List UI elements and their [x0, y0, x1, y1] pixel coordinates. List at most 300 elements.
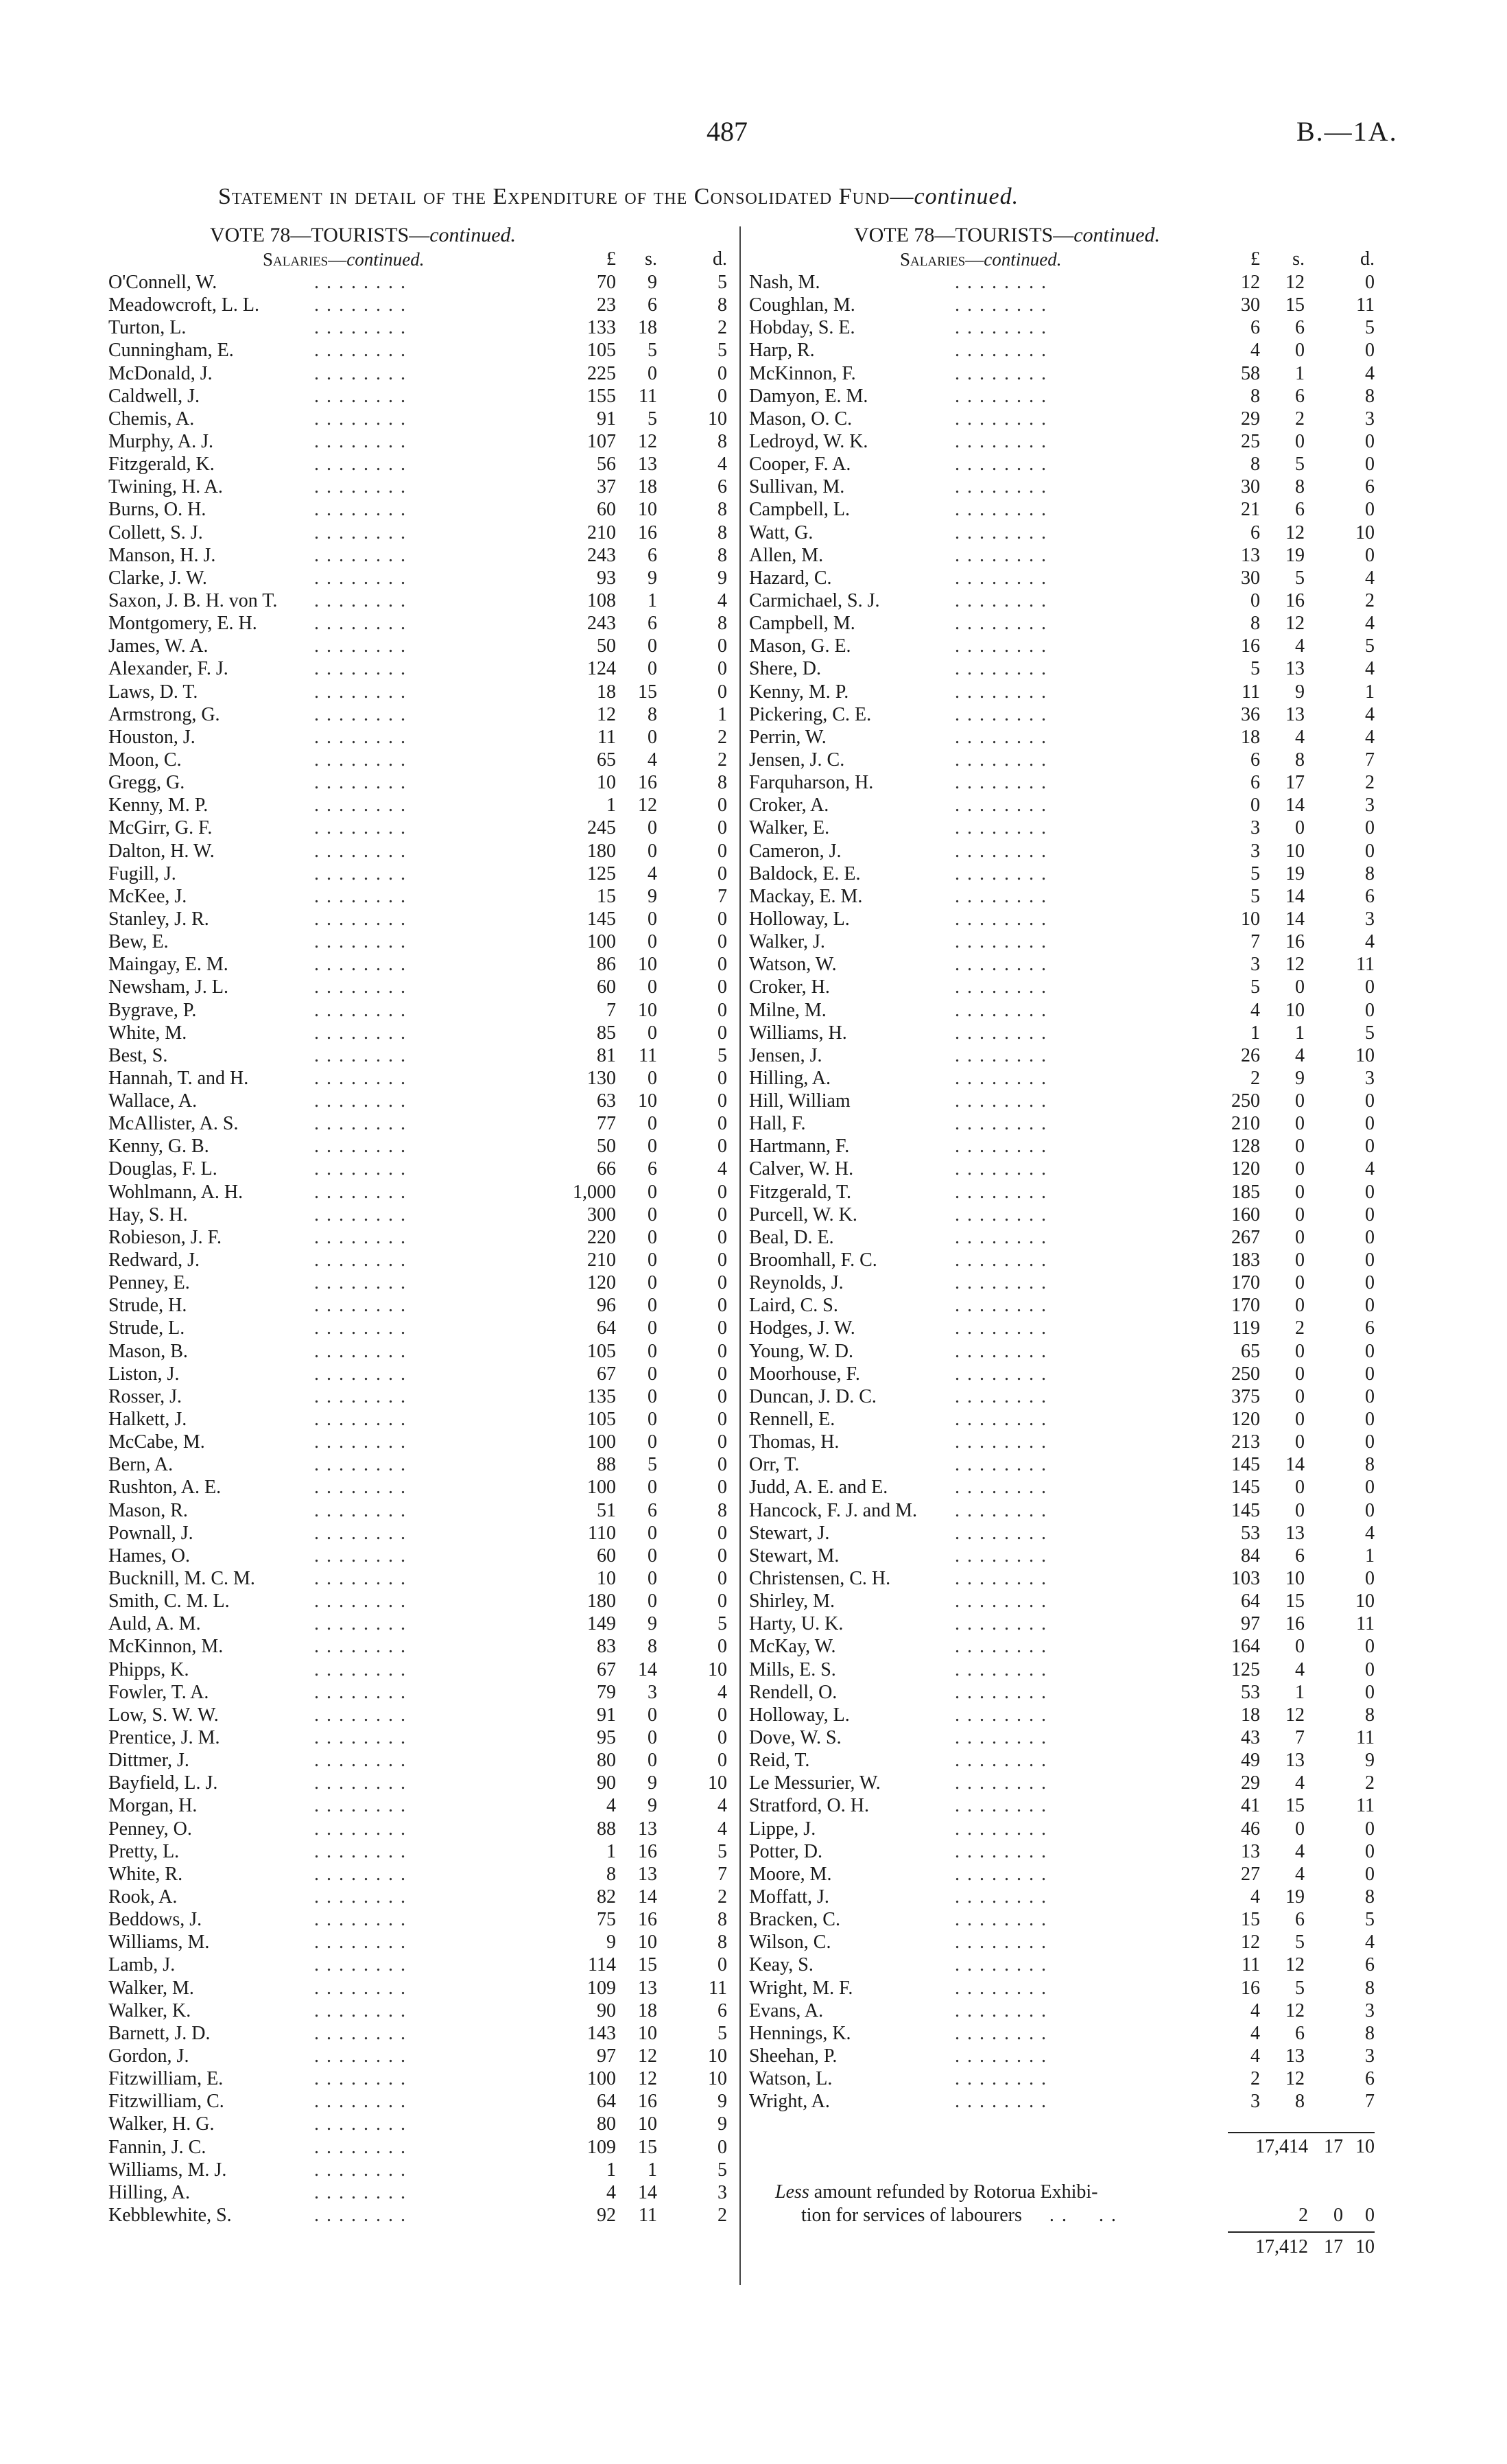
payee-name: Barnett, J. D.: [108, 2022, 211, 2044]
amount-pounds: 90: [597, 1999, 616, 2021]
pounds-header: £: [1250, 248, 1260, 270]
leader-dots: . . . . . . . .: [314, 2068, 407, 2090]
payee-name: Williams, M.: [108, 1932, 210, 1953]
table-row: [749, 1431, 1375, 1453]
payee-name: Watson, W.: [749, 954, 837, 976]
amount-pence: 3: [1365, 908, 1375, 930]
payee-name: Wallace, A.: [108, 1090, 198, 1112]
leader-dots: . . . . . . . .: [314, 2204, 407, 2226]
leader-dots: . . . . . . . .: [955, 476, 1047, 498]
amount-pence: 0: [1365, 1636, 1375, 1658]
salaries-continued: continued.: [346, 249, 425, 270]
table-row: [108, 1294, 727, 1317]
amount-pence: 0: [1365, 1431, 1375, 1453]
leader-dots: . . . . . . . .: [955, 1681, 1047, 1703]
amount-pounds: 245: [587, 817, 616, 839]
salaries-continued: continued.: [984, 249, 1062, 270]
leader-dots: . . . . . . . .: [955, 2022, 1047, 2044]
payee-name: White, R.: [108, 1863, 183, 1885]
amount-shillings: 9: [648, 1795, 657, 1817]
amount-pence: 3: [1365, 1999, 1375, 2021]
amount-pounds: 5: [1250, 885, 1260, 907]
amount-pence: 6: [1365, 476, 1375, 498]
payee-name: Cunningham, E.: [108, 340, 234, 362]
table-row: [749, 863, 1375, 885]
amount-pence: 0: [1365, 999, 1375, 1021]
amount-pence: 0: [1365, 1249, 1375, 1271]
leader-dots: . . . . . . . .: [955, 385, 1047, 407]
table-row: [108, 1590, 727, 1612]
amount-shillings: 8: [1295, 749, 1305, 771]
amount-pounds: 23: [597, 294, 616, 316]
amount-pounds: 64: [1241, 1591, 1260, 1612]
leader-dots: . . . . . . . .: [314, 1977, 407, 1999]
payee-name: Rendell, O.: [749, 1681, 838, 1703]
amount-pence: 8: [1365, 1886, 1375, 1908]
amount-pence: 1: [1365, 681, 1375, 703]
payee-name: Fugill, J.: [108, 863, 176, 884]
amount-pence: 0: [717, 999, 727, 1021]
payee-name: Fannin, J. C.: [108, 2136, 206, 2158]
amount-pence: 7: [1365, 749, 1375, 771]
table-row: [108, 1999, 727, 2022]
amount-pence: 0: [717, 1591, 727, 1612]
amount-pounds: 60: [597, 1545, 616, 1567]
amount-shillings: 6: [648, 544, 657, 566]
amount-pounds: 77: [597, 1113, 616, 1135]
leader-dots: . . . . . . . .: [955, 863, 1047, 884]
table-row: [108, 589, 727, 612]
amount-pence: 11: [1356, 954, 1375, 976]
amount-pence: 0: [1365, 499, 1375, 521]
amount-pounds: 100: [587, 1431, 616, 1453]
leader-dots: . . . . . . . .: [955, 1750, 1047, 1772]
vote-continued: continued.: [1073, 224, 1161, 246]
amount-shillings: 0: [1295, 1477, 1305, 1499]
leader-dots: . . . . . . . .: [314, 521, 407, 543]
payee-name: Croker, H.: [749, 976, 830, 998]
pence-header: d.: [1360, 248, 1375, 270]
amount-pence: 2: [717, 1886, 727, 1908]
amount-pounds: 43: [1241, 1727, 1260, 1748]
amount-pence: 8: [717, 613, 727, 635]
payee-name: Murphy, A. J.: [108, 430, 213, 452]
leader-dots: . . . . . . . .: [955, 817, 1047, 839]
leader-dots: . . . . . . . .: [955, 1226, 1047, 1248]
table-row: [108, 1794, 727, 1817]
table-row: [108, 953, 727, 976]
amount-shillings: 14: [1285, 1454, 1305, 1476]
payee-name: Hay, S. H.: [108, 1204, 188, 1225]
vote-title: VOTE 78—TOURISTS—: [853, 224, 1074, 246]
amount-shillings: 4: [648, 863, 657, 884]
amount-pence: 4: [1365, 726, 1375, 748]
amount-pence: 0: [1365, 1204, 1375, 1225]
amount-pence: 8: [717, 294, 727, 316]
amount-pence: 0: [717, 795, 727, 817]
leader-dots: . . . . . . . .: [314, 1772, 407, 1794]
refund-line-2: [775, 2204, 1214, 2227]
payee-name: Prentice, J. M.: [108, 1727, 220, 1748]
amount-shillings: 4: [1295, 635, 1305, 657]
payee-name: Hobday, S. E.: [749, 317, 855, 339]
payee-name: Kebblewhite, S.: [108, 2204, 232, 2226]
leader-dots: . . . . . . . .: [955, 1658, 1047, 1680]
table-row: [108, 681, 727, 703]
amount-shillings: 6: [648, 1158, 657, 1180]
amount-pounds: 29: [1241, 1772, 1260, 1794]
leader-dots: . . . . . . . .: [955, 2091, 1047, 2113]
table-row: [749, 1226, 1375, 1249]
leader-dots: . . . . . . . .: [314, 2136, 407, 2158]
amount-shillings: 16: [638, 772, 657, 794]
amount-pence: 4: [1365, 931, 1375, 953]
amount-pence: 5: [717, 1044, 727, 1066]
payee-name: Le Messurier, W.: [749, 1772, 881, 1794]
amount-shillings: 9: [648, 1772, 657, 1794]
amount-pounds: 4: [1250, 1886, 1260, 1908]
payee-name: Wright, M. F.: [749, 1977, 853, 1999]
amount-pence: 0: [1365, 1818, 1375, 1840]
amount-pounds: 97: [597, 2045, 616, 2067]
table-row: [749, 544, 1375, 567]
leader-dots: . . . . . . . .: [955, 340, 1047, 362]
amount-pounds: 13: [1241, 544, 1260, 566]
leader-dots: . . . . . . . .: [955, 1840, 1047, 1862]
amount-pounds: 63: [597, 1090, 616, 1112]
amount-pence: 5: [717, 2022, 727, 2044]
amount-pounds: 4: [1250, 2022, 1260, 2044]
right-table: [749, 271, 1375, 2113]
table-row: [108, 271, 727, 294]
leader-dots: . . . . . . . .: [314, 1067, 407, 1089]
page-reference: B.—1A.: [1296, 116, 1398, 147]
table-row: [108, 885, 727, 908]
amount-shillings: 10: [638, 1932, 657, 1953]
table-row: [749, 1294, 1375, 1317]
payee-name: Fitzgerald, T.: [749, 1181, 852, 1203]
amount-shillings: 5: [648, 1454, 657, 1476]
amount-shillings: 13: [638, 1863, 657, 1885]
amount-pence: 0: [717, 1636, 727, 1658]
table-row: [749, 2067, 1375, 2090]
payee-name: Fitzwilliam, C.: [108, 2091, 224, 2113]
leader-dots: . . . . . . . .: [314, 703, 407, 725]
payee-name: Milne, M.: [749, 999, 827, 1021]
amount-shillings: 0: [648, 908, 657, 930]
amount-shillings: 12: [638, 430, 657, 452]
amount-pounds: 133: [587, 317, 616, 339]
payee-name: Saxon, J. B. H. von T.: [108, 589, 278, 611]
leader-dots: . . . . . . . .: [314, 1909, 407, 1931]
amount-pounds: 16: [1241, 1977, 1260, 1999]
amount-shillings: 11: [639, 385, 657, 407]
leader-dots: . . . . . . . .: [955, 1067, 1047, 1089]
amount-shillings: 6: [1295, 385, 1305, 407]
table-row: [749, 794, 1375, 817]
amount-pence: 0: [1365, 1658, 1375, 1680]
table-row: [749, 1363, 1375, 1385]
right-column: [749, 223, 1375, 2113]
amount-shillings: 0: [1295, 1090, 1305, 1112]
amount-pence: 0: [717, 840, 727, 862]
payee-name: Baldock, E. E.: [749, 863, 861, 884]
amount-shillings: 6: [1295, 1909, 1305, 1931]
table-row: [108, 430, 727, 453]
leader-dots: . . . . . . . .: [314, 954, 407, 976]
amount-pence: 0: [717, 1317, 727, 1339]
amount-pence: 0: [717, 931, 727, 953]
leader-dots: . . . . . . . .: [955, 1136, 1047, 1158]
leader-dots: . . . . . . . .: [314, 931, 407, 953]
leader-dots: . . . . . . . .: [314, 385, 407, 407]
payee-name: Watson, L.: [749, 2068, 833, 2090]
amount-shillings: 0: [648, 1317, 657, 1339]
salaries-label: Salaries—: [263, 249, 347, 270]
amount-shillings: 12: [638, 2068, 657, 2090]
amount-shillings: 0: [648, 1249, 657, 1271]
amount-shillings: 0: [1295, 976, 1305, 998]
leader-dots: . . . . . . . .: [955, 1181, 1047, 1203]
amount-pence: 0: [717, 1568, 727, 1590]
amount-pence: 0: [1365, 1295, 1375, 1317]
leader-dots: . . . . . . . .: [314, 863, 407, 884]
table-row: [749, 1317, 1375, 1339]
amount-pence: 9: [717, 567, 727, 589]
amount-shillings: 0: [1295, 1113, 1305, 1135]
table-row: [108, 657, 727, 680]
amount-pounds: 105: [587, 1409, 616, 1431]
table-row: [749, 453, 1375, 476]
amount-pounds: 4: [606, 2181, 616, 2203]
amount-shillings: 5: [1295, 454, 1305, 476]
payee-name: Farquharson, H.: [749, 772, 874, 794]
table-row: [108, 362, 727, 385]
amount-pounds: 29: [1241, 408, 1260, 430]
payee-name: Bygrave, P.: [108, 999, 197, 1021]
amount-pounds: 92: [597, 2204, 616, 2226]
amount-shillings: 0: [648, 976, 657, 998]
amount-pounds: 114: [588, 1954, 616, 1976]
amount-pounds: 49: [1241, 1750, 1260, 1772]
table-row: [749, 2022, 1375, 2045]
amount-pounds: 4: [1250, 999, 1260, 1021]
amount-pounds: 6: [1250, 772, 1260, 794]
amount-pounds: 170: [1231, 1295, 1260, 1317]
amount-pence: 0: [717, 1181, 727, 1203]
payee-name: Kenny, M. P.: [108, 795, 209, 817]
payee-name: Chemis, A.: [108, 408, 195, 430]
payee-name: Moore, M.: [749, 1863, 832, 1885]
payee-name: Hodges, J. W.: [749, 1317, 855, 1339]
payee-name: Harp, R.: [749, 340, 815, 362]
payee-name: Strude, H.: [108, 1295, 187, 1317]
vote-heading: [749, 223, 1375, 248]
column-divider: [739, 226, 741, 2285]
amount-pence: 4: [1365, 1522, 1375, 1544]
amount-pounds: 213: [1231, 1431, 1260, 1453]
table-row: [749, 908, 1375, 930]
amount-pence: 10: [1355, 1044, 1375, 1066]
leader-dots: . . . . . . . .: [955, 1818, 1047, 1840]
payee-name: Williams, M. J.: [108, 2159, 227, 2181]
amount-shillings: 0: [648, 635, 657, 657]
subtotal-shillings: 17: [1324, 2136, 1343, 2157]
leader-dots: . . . . . . . .: [955, 931, 1047, 953]
table-row: [749, 817, 1375, 839]
table-row: [749, 1977, 1375, 1999]
amount-shillings: 10: [1285, 1568, 1305, 1590]
leader-dots: . . . . . . . .: [955, 795, 1047, 817]
table-row: [108, 453, 727, 476]
amount-pence: 0: [717, 1409, 727, 1431]
table-row: [749, 771, 1375, 794]
amount-pence: 0: [717, 1340, 727, 1362]
amount-pence: 8: [1365, 2022, 1375, 2044]
amount-shillings: 14: [638, 1658, 657, 1680]
amount-pounds: 130: [587, 1067, 616, 1089]
amount-pounds: 51: [597, 1499, 616, 1521]
table-row: [749, 657, 1375, 680]
table-row: [108, 1818, 727, 1840]
amount-pence: 8: [1365, 1977, 1375, 1999]
amount-pence: 0: [717, 863, 727, 884]
payee-name: Nash, M.: [749, 272, 820, 293]
amount-pounds: 27: [1241, 1863, 1260, 1885]
payee-name: Armstrong, G.: [108, 703, 220, 725]
shillings-header: s.: [1292, 248, 1305, 270]
payee-name: Bern, A.: [108, 1454, 174, 1476]
amount-shillings: 0: [1295, 1409, 1305, 1431]
subtotal-pence: 10: [1355, 2136, 1375, 2157]
amount-pence: 6: [1365, 885, 1375, 907]
payee-name: Newsham, J. L.: [108, 976, 228, 998]
amount-pence: 11: [1356, 1613, 1375, 1635]
payee-name: Dalton, H. W.: [108, 840, 215, 862]
table-row: [108, 476, 727, 498]
amount-pence: 4: [1365, 1932, 1375, 1953]
payee-name: Mason, G. E.: [749, 635, 851, 657]
leader-dots: . . . . . . . .: [955, 1591, 1047, 1612]
amount-pounds: 11: [597, 726, 616, 748]
payee-name: Turton, L.: [108, 317, 187, 339]
amount-pence: 0: [1365, 1863, 1375, 1885]
amount-shillings: 12: [1285, 2068, 1305, 2090]
payee-name: Rosser, J.: [108, 1385, 182, 1407]
payee-name: McGirr, G. F.: [108, 817, 213, 839]
leader-dots: . . . . . . . .: [314, 1750, 407, 1772]
amount-pence: 5: [717, 1613, 727, 1635]
table-row: [108, 1772, 727, 1794]
amount-shillings: 4: [1295, 1840, 1305, 1862]
amount-pence: 8: [1365, 385, 1375, 407]
leader-dots: . . . . . . . .: [314, 976, 407, 998]
amount-shillings: 0: [1295, 1226, 1305, 1248]
amount-pence: 3: [1365, 795, 1375, 817]
table-row: [108, 2045, 727, 2067]
payee-name: Collett, S. J.: [108, 521, 203, 543]
amount-shillings: 14: [1285, 795, 1305, 817]
amount-shillings: 12: [1285, 1704, 1305, 1726]
amount-shillings: 0: [648, 1409, 657, 1431]
amount-pence: 4: [717, 1818, 727, 1840]
payee-name: Kenny, M. P.: [749, 681, 849, 703]
leader-dots: . . . . . . . .: [314, 1727, 407, 1748]
leader-dots: . . . . . . . .: [314, 362, 407, 384]
payee-name: Thomas, H.: [749, 1431, 840, 1453]
leader-dots: . . . . . . . .: [314, 1613, 407, 1635]
table-row: [749, 408, 1375, 430]
table-row: [749, 612, 1375, 635]
payee-name: Wilson, C.: [749, 1932, 831, 1953]
amount-pence: 0: [717, 1295, 727, 1317]
amount-pence: 0: [1365, 1363, 1375, 1385]
leader-dots: . . . . . . . .: [955, 1363, 1047, 1385]
leader-dots: . . . . . . . .: [314, 726, 407, 748]
payee-name: McKinnon, M.: [108, 1636, 224, 1658]
amount-pence: 3: [717, 2181, 727, 2203]
amount-pounds: 155: [587, 385, 616, 407]
vote-title: VOTE 78—TOURISTS—: [209, 224, 430, 246]
amount-shillings: 0: [648, 1431, 657, 1453]
table-row: [108, 1704, 727, 1726]
payee-name: Stanley, J. R.: [108, 908, 209, 930]
table-row: [108, 1453, 727, 1476]
amount-pounds: 10: [597, 1568, 616, 1590]
leader-dots: . . . . . . . .: [955, 613, 1047, 635]
amount-pence: 3: [1365, 408, 1375, 430]
amount-shillings: 19: [1285, 1886, 1305, 1908]
amount-pence: 8: [717, 499, 727, 521]
amount-pence: 8: [717, 772, 727, 794]
table-row: [749, 635, 1375, 657]
table-row: [749, 1022, 1375, 1044]
table-row: [108, 1181, 727, 1204]
table-row: [108, 2113, 727, 2135]
payee-name: Kenny, G. B.: [108, 1136, 209, 1158]
amount-pence: 0: [1365, 1477, 1375, 1499]
amount-pounds: 10: [1241, 908, 1260, 930]
table-row: [108, 908, 727, 930]
amount-pence: 2: [717, 2204, 727, 2226]
amount-pounds: 1: [1250, 1022, 1260, 1044]
amount-pence: 0: [1365, 976, 1375, 998]
payee-name: Alexander, F. J.: [108, 658, 228, 680]
table-row: [749, 1476, 1375, 1499]
table-row: [108, 1340, 727, 1363]
amount-pounds: 93: [597, 567, 616, 589]
payee-name: Douglas, F. L.: [108, 1158, 217, 1180]
payee-name: Beal, D. E.: [749, 1226, 834, 1248]
amount-shillings: 17: [1285, 772, 1305, 794]
payee-name: Hannah, T. and H.: [108, 1067, 249, 1089]
leader-dots: . . . . . . . .: [955, 908, 1047, 930]
leader-dots: . . . . . . . .: [955, 1454, 1047, 1476]
amount-shillings: 1: [1295, 362, 1305, 384]
amount-shillings: 0: [648, 726, 657, 748]
amount-pounds: 164: [1231, 1636, 1260, 1658]
leader-dots: . . . . . . . .: [955, 2068, 1047, 2090]
amount-pence: 7: [1365, 2091, 1375, 2113]
amount-pence: 0: [717, 681, 727, 703]
amount-shillings: 0: [648, 1477, 657, 1499]
table-row: [749, 1726, 1375, 1749]
amount-pounds: 107: [587, 430, 616, 452]
amount-shillings: 0: [648, 840, 657, 862]
amount-pence: 0: [717, 1704, 727, 1726]
amount-pounds: 103: [1231, 1568, 1260, 1590]
payee-name: Clarke, J. W.: [108, 567, 207, 589]
